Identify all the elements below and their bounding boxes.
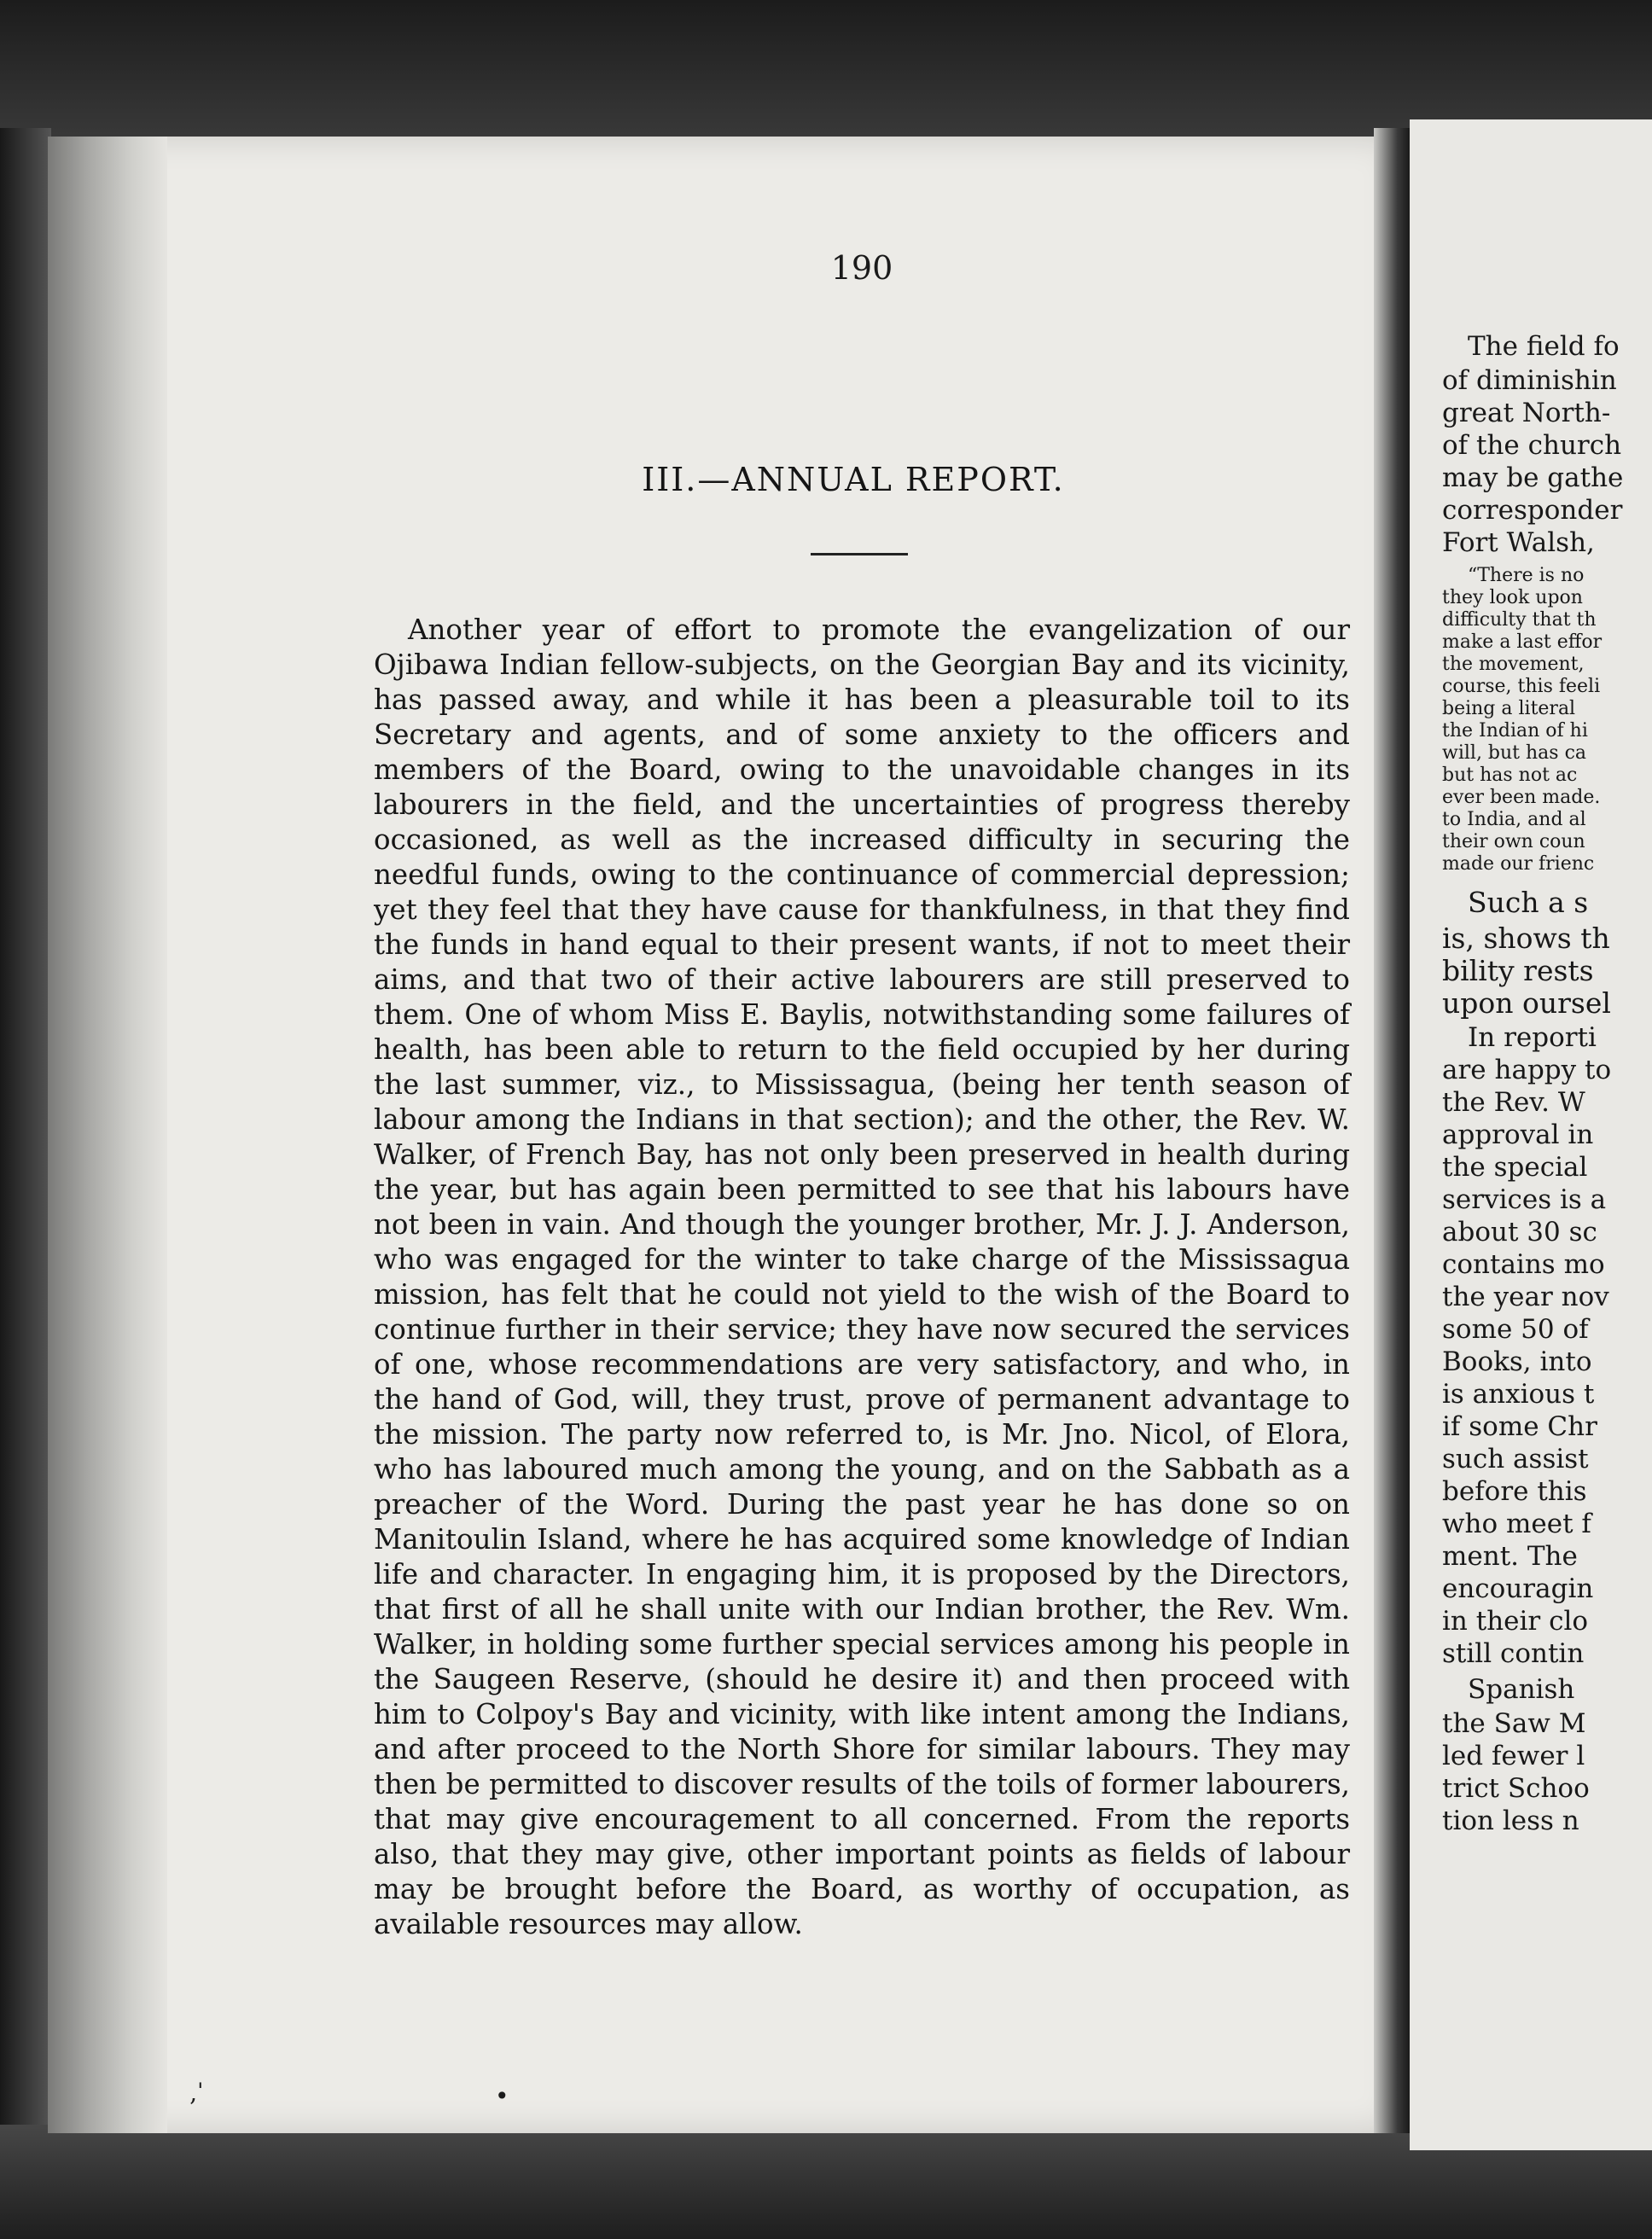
right-page-line: make a last effor [1442,631,1603,653]
book-gutter [1374,128,1413,2133]
right-page-line: course, this feeli [1442,676,1601,697]
right-page-line: ment. The [1442,1541,1578,1572]
right-page-line: before this [1442,1476,1587,1507]
book-edge [0,128,51,2125]
ink-speck: ‚ˈ [189,2079,204,2107]
heading-rule [811,553,908,555]
right-page-line: is anxious t [1442,1379,1595,1410]
right-page-line: will, but has ca [1442,742,1587,764]
right-page-line: they look upon [1442,587,1583,608]
right-page-line: the Indian of hi [1442,720,1588,741]
right-page-line: Books, into [1442,1346,1592,1377]
page-number: 190 [830,249,893,287]
right-page-line: contains mo [1442,1249,1605,1280]
right-page-line: led fewer l [1442,1741,1585,1771]
right-page-line: of the church [1442,430,1622,461]
right-page [1410,119,1652,2150]
right-page-line: Such a s [1468,886,1589,919]
right-page-line: Spanish [1468,1674,1575,1705]
right-page-line: the Saw M [1442,1708,1586,1739]
right-page-line: In reporti [1468,1022,1597,1053]
ink-speck: • [495,2082,509,2110]
right-page-line: is, shows th [1442,922,1610,955]
scan-background-bottom [0,2116,1652,2239]
right-page-line: such assist [1442,1444,1589,1474]
right-page-line: bility rests [1442,954,1594,987]
right-page-line: great North- [1442,398,1611,428]
right-page-line: still contin [1442,1638,1585,1669]
scan-background-top [0,0,1652,145]
right-page-line: who meet f [1442,1509,1591,1539]
right-page-line: approval in [1442,1120,1594,1150]
right-page-line: being a literal [1442,698,1576,719]
right-page-line: are happy to [1442,1055,1612,1085]
right-page-line: ever been made. [1442,787,1601,808]
right-page-line: trict Schoo [1442,1773,1590,1804]
right-page-line: difficulty that th [1442,609,1597,631]
report-paragraph: Another year of effort to promote the evangelization of our Ojibawa Indian fellow-subjects, on the Georgian Bay and its vicinity, has passed away, and while it has been a pleasurable toil to its Secretary and agents, and of some anxiety to the officers and members of the Board, owing to the unavoidable changes in its labourers in the field, and the uncertainties of progress thereby occasioned, as well as the increased difficulty in securing the needful funds, owing to the continuance of commercial depression; yet they feel that they have cause for thankfulness, in that they find the funds in hand equal to their present wants, if not to meet their aims, and that two of their active labourers are still preserved to them. One of whom Miss E. Baylis, notwithstanding some failures of health, has been able to return to the field occupied by her during the last summer, viz., to Mississagua, (being her tenth season of labour among the Indians in that section); and the other, the Rev. W. Walker, of French Bay, has not only been preserved in health during the year, but has again been permitted to see that his labours have not been in vain. And though the younger brother, Mr. J. J. Anderson, who was engaged for the winter to take charge of the Mississagua mission, has felt that he could not yield to the wish of the Board to continue further in their service; they have now secured the services of one, whose recommendations are very satisfactory, and who, in the hand of God, will, they trust, prove of permanent advantage to the mission. The party now referred to, is Mr. Jno. Nicol, of Elora, who has laboured much among the young, and on the Sabbath as a preacher of the Word. During the past year he has done so on Manitoulin Island, where he has acquired some knowledge of Indian life and character. In engaging him, it is proposed by the Directors, that first of all he shall unite with our Indian brother, the Rev. Wm. Walker, in holding some further special services among his people in the Saugeen Reserve, (should he desire it) and then proceed with him to Colpoy's Bay and vicinity, with like intent among the Indians, and after proceed to the North Shore for similar labours. They may then be permitted to discover results of the toils of former labourers, that may give encouragement to all concerned. From the reports also, that they may give, other important points as fields of labour may be brought before the Board, as worthy of occupation, as available resources may allow. [374,614,1350,1940]
page-heading: III.—ANNUAL REPORT. [642,461,1065,498]
right-page-line: The field fo [1468,331,1620,362]
right-page-line: encouragin [1442,1573,1594,1604]
right-page-line: services is a [1442,1184,1607,1215]
page-binding-shadow [48,137,167,2133]
right-page-line: in their clo [1442,1606,1589,1637]
right-page-line: their own coun [1442,831,1585,852]
right-page-line: tion less n [1442,1806,1579,1836]
right-page-line: corresponder [1442,495,1623,526]
right-page-line: if some Chr [1442,1411,1597,1442]
right-page-line: about 30 sc [1442,1217,1597,1247]
right-page-line: the special [1442,1152,1588,1183]
right-page-line: of diminishin [1442,365,1617,396]
right-page-line: made our frienc [1442,853,1595,875]
right-page-line: may be gathe [1442,462,1624,493]
right-page-line: Fort Walsh, [1442,527,1595,558]
right-page-line: upon oursel [1442,986,1611,1020]
right-page-line: the year nov [1442,1282,1609,1312]
right-page-line: the movement, [1442,654,1585,675]
right-page-line: some 50 of [1442,1314,1589,1345]
right-page-line: to India, and al [1442,809,1586,830]
right-page-line: but has not ac [1442,765,1578,786]
right-page-line: “There is no [1468,565,1585,586]
right-page-line: the Rev. W [1442,1087,1585,1118]
